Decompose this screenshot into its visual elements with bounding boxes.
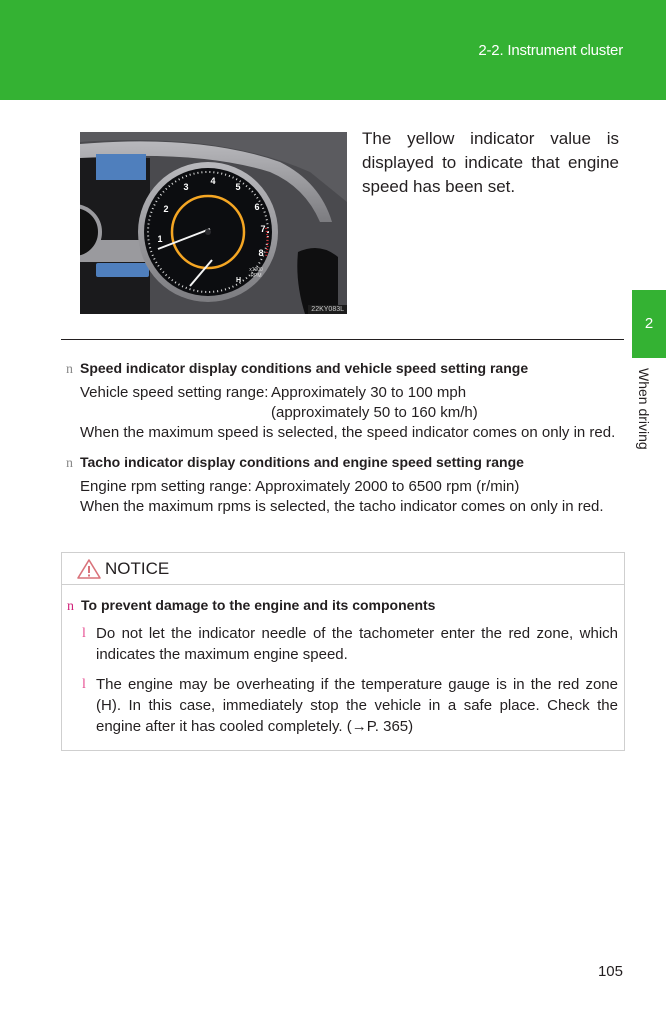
divider <box>61 339 624 340</box>
notice-header <box>62 553 624 585</box>
tacho-indicator-section <box>66 454 626 517</box>
section-note: When the maximum rpms is selected, the tacho indicator comes on only in red. <box>80 498 604 515</box>
intro-paragraph: The yellow indicator value is displayed to indicate that engine speed has been set. <box>362 129 619 196</box>
section-title: 2-2. Instrument cluster <box>478 42 623 59</box>
chapter-tab: 2 <box>632 290 666 358</box>
notice-subheading: To prevent damage to the engine and its components <box>81 597 436 613</box>
notice-item <box>82 623 618 665</box>
svg-text:2: 2 <box>163 204 169 214</box>
svg-text:8: 8 <box>258 248 264 258</box>
page-header <box>0 0 666 100</box>
chapter-label: When driving <box>636 368 652 450</box>
notice-heading: NOTICE <box>105 559 170 578</box>
section-bullet: n <box>66 362 73 377</box>
range-value-kmh: (approximately 50 to 160 km/h) <box>271 404 478 421</box>
svg-text:H: H <box>236 277 242 284</box>
notice-item <box>82 674 618 737</box>
svg-text:x1000: x1000 <box>249 267 263 273</box>
speed-indicator-section <box>66 360 626 443</box>
notice-bullet: n <box>67 599 74 614</box>
svg-text:3: 3 <box>183 182 189 192</box>
instrument-cluster-photo <box>80 132 347 314</box>
range-value-mph: Approximately 30 to 100 mph <box>271 384 467 401</box>
range-label: Vehicle speed setting range: <box>80 384 269 401</box>
page-number: 105 <box>597 963 623 980</box>
svg-text:1: 1 <box>157 234 163 244</box>
warning-triangle-icon <box>76 558 102 580</box>
svg-text:7: 7 <box>260 224 266 234</box>
svg-text:4: 4 <box>210 176 216 186</box>
svg-text:5: 5 <box>235 182 241 192</box>
tachometer-illustration <box>80 132 347 314</box>
notice-box <box>61 552 625 751</box>
notice-item-text: Do not let the indicator needle of the tachometer enter the red zone, which indicates the maximum engine speed. <box>96 625 618 663</box>
section-heading: Tacho indicator display conditions and engine speed setting range <box>80 454 524 470</box>
rpm-range-text: Engine rpm setting range: Approximately 2000 to 6500 rpm (r/min) <box>80 478 520 495</box>
notice-item-text: The engine may be overheating if the temperature gauge is in the red zone (H). In this case, immediately stop the vehicle in a safe place. Check the engine after it has cooled completely. (→P. 365) <box>96 676 618 735</box>
section-bullet: n <box>66 456 73 471</box>
section-heading: Speed indicator display conditions and vehicle speed setting range <box>80 360 529 376</box>
svg-text:6: 6 <box>254 202 260 212</box>
figure-code: 22KY083L <box>308 305 347 314</box>
svg-text:RPM: RPM <box>250 273 262 279</box>
notice-subheading-row <box>67 597 435 615</box>
section-note: When the maximum speed is selected, the speed indicator comes on only in red. <box>80 424 616 441</box>
list-bullet: l <box>82 626 86 641</box>
list-bullet: l <box>82 677 86 692</box>
